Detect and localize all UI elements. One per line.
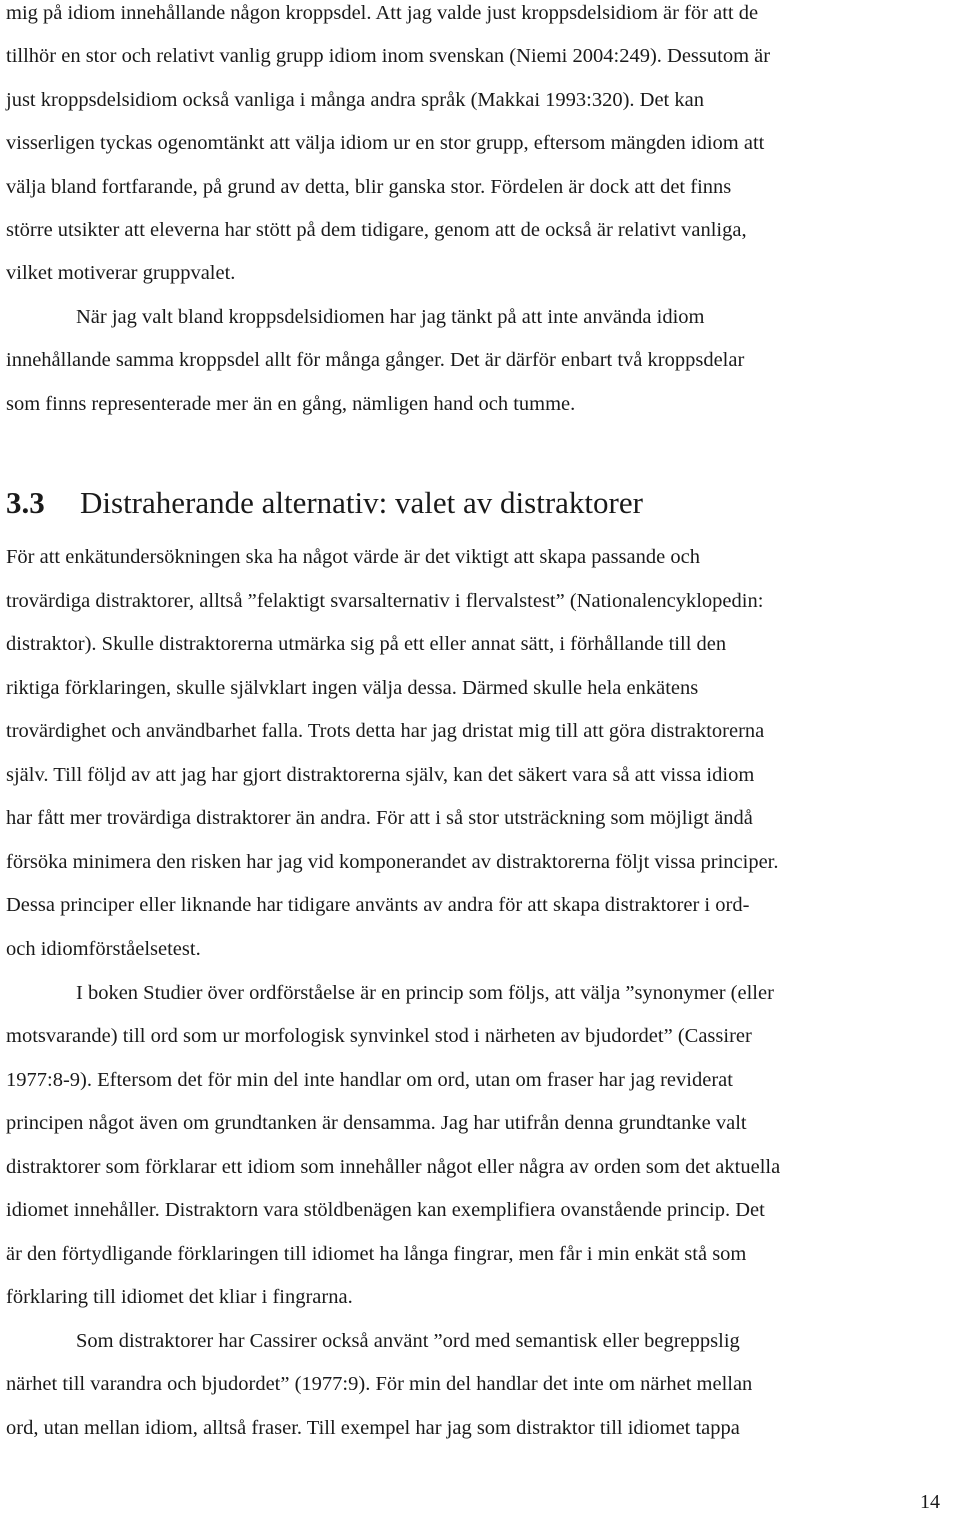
text-line: Som distraktorer har Cassirer också använt ”ord med semantisk eller begreppslig xyxy=(76,1330,740,1352)
text-line: När jag valt bland kroppsdelsidiomen har jag tänkt på att inte använda idiom xyxy=(76,306,705,328)
section-number: 3.3 xyxy=(6,485,45,520)
text-line: förklaring till idiomet det kliar i fingrarna. xyxy=(6,1286,353,1308)
text-line: visserligen tyckas ogenomtänkt att välja idiom ur en stor grupp, eftersom mängden idiom att xyxy=(6,132,765,154)
text-line: är den förtydligande förklaringen till idiomet ha långa fingrar, men får i min enkät stå som xyxy=(6,1243,747,1265)
text-line: har fått mer trovärdiga distraktorer än andra. För att i så stor utsträckning som möjligt ändå xyxy=(6,807,753,829)
text-line: försöka minimera den risken har jag vid komponerandet av distraktorerna följt vissa principer. xyxy=(6,851,779,873)
text-line: trovärdighet och användbarhet falla. Trots detta har jag dristat mig till att göra distraktorerna xyxy=(6,720,765,742)
text-line: större utsikter att eleverna har stött på dem tidigare, genom att de också är relativt vanliga, xyxy=(6,219,747,241)
section-title: Distraherande alternativ: valet av distraktorer xyxy=(80,485,643,520)
section-heading xyxy=(6,485,643,521)
text-line: själv. Till följd av att jag har gjort distraktorerna själv, kan det säkert vara så att vissa idiom xyxy=(6,764,755,786)
page-number: 14 xyxy=(920,1491,940,1513)
text-line: För att enkätundersökningen ska ha något värde är det viktigt att skapa passande och xyxy=(6,546,700,568)
text-line: trovärdiga distraktorer, alltså ”felaktigt svarsalternativ i flervalstest” (Nationalencyklopedin: xyxy=(6,590,764,612)
text-line: mig på idiom innehållande någon kroppsdel. Att jag valde just kroppsdelsidiom är för att de xyxy=(6,2,759,24)
text-line: närhet till varandra och bjudordet” (1977:9). För min del handlar det inte om närhet mellan xyxy=(6,1373,753,1395)
text-line: välja bland fortfarande, på grund av detta, blir ganska stor. Fördelen är dock att det finns xyxy=(6,176,732,198)
text-line: ord, utan mellan idiom, alltså fraser. Till exempel har jag som distraktor till idiomet tappa xyxy=(6,1417,740,1439)
text-line: I boken Studier över ordförståelse är en princip som följs, att välja ”synonymer (eller xyxy=(76,982,774,1004)
text-line: principen något även om grundtanken är densamma. Jag har utifrån denna grundtanke valt xyxy=(6,1112,747,1134)
text-line: idiomet innehåller. Distraktorn vara stöldbenägen kan exemplifiera ovanstående princip. Det xyxy=(6,1199,765,1221)
text-line: vilket motiverar gruppvalet. xyxy=(6,262,236,284)
text-line: motsvarande) till ord som ur morfologisk synvinkel stod i närheten av bjudordet” (Cassirer xyxy=(6,1025,752,1047)
text-line: just kroppsdelsidiom också vanliga i många andra språk (Makkai 1993:320). Det kan xyxy=(6,89,704,111)
text-line: Dessa principer eller liknande har tidigare använts av andra för att skapa distraktorer i ord- xyxy=(6,894,750,916)
text-line: riktiga förklaringen, skulle självklart ingen välja dessa. Därmed skulle hela enkätens xyxy=(6,677,699,699)
text-line: innehållande samma kroppsdel allt för många gånger. Det är därför enbart två kroppsdelar xyxy=(6,349,745,371)
text-line: tillhör en stor och relativt vanlig grupp idiom inom svenskan (Niemi 2004:249). Dessutom är xyxy=(6,45,771,67)
text-line: och idiomförståelsetest. xyxy=(6,938,201,960)
text-line: som finns representerade mer än en gång, nämligen hand och tumme. xyxy=(6,393,576,415)
text-line: 1977:8-9). Eftersom det för min del inte handlar om ord, utan om fraser har jag reviderat xyxy=(6,1069,733,1091)
text-line: distraktor). Skulle distraktorerna utmärka sig på ett eller annat sätt, i förhållande till den xyxy=(6,633,727,655)
text-line: distraktorer som förklarar ett idiom som innehåller något eller några av orden som det aktuella xyxy=(6,1156,781,1178)
